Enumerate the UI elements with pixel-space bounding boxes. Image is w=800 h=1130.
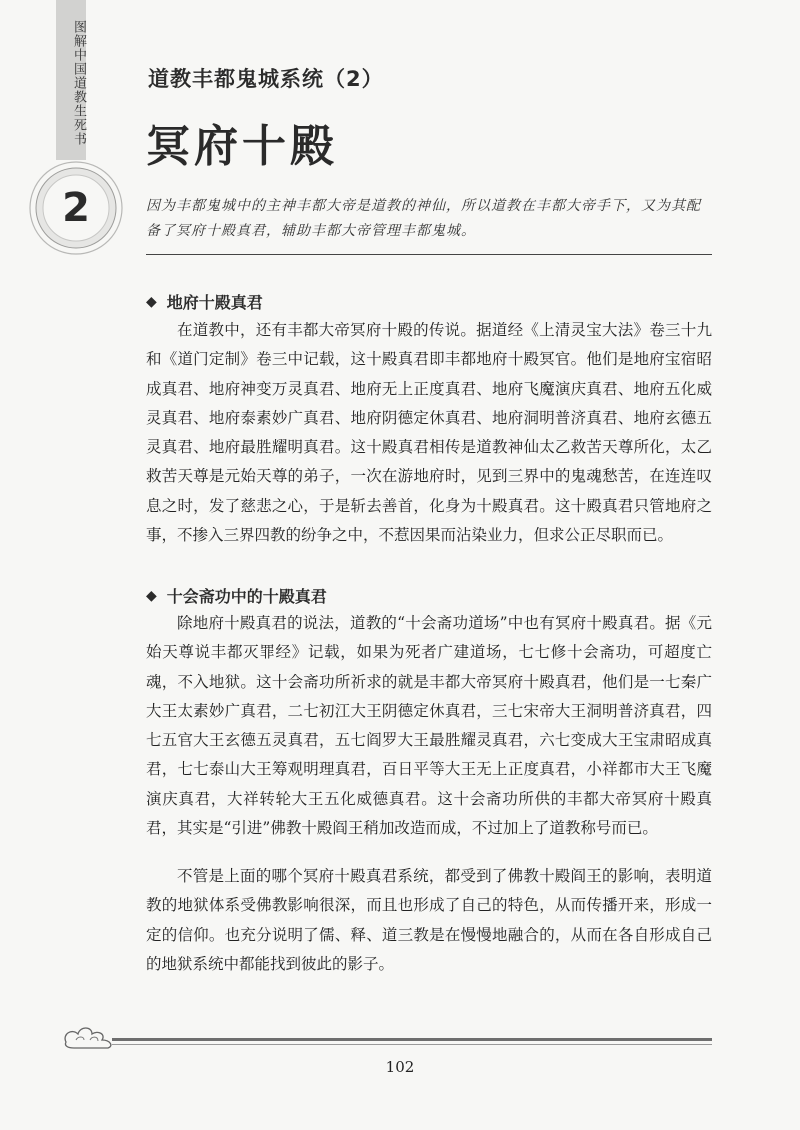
book-title-vertical: 图解中国道教生死书 bbox=[71, 20, 86, 146]
paragraph: 不管是上面的哪个冥府十殿真君系统，都受到了佛教十殿阎王的影响，表明道教的地狱体系受佛教影响很深，而且也形成了自己的特色，从而传播开来，形成一定的信仰。也充分说明了儒、释、道三教是在慢慢地融合的，从而在各自形成自己的地狱系统中都能找到彼此的影子。 bbox=[146, 867, 712, 973]
page-title: 冥府十殿 bbox=[146, 121, 338, 172]
diamond-icon: ◆ bbox=[146, 587, 157, 604]
section-heading bbox=[146, 290, 263, 313]
intro-text: 因为丰都鬼城中的主神丰都大帝是道教的神仙，所以道教在丰都大帝手下，又为其配备了冥府十殿真君，辅助丰都大帝管理丰都鬼城。 bbox=[146, 198, 701, 239]
paragraph: 除地府十殿真君的说法，道教的“十会斋功道场”中也有冥府十殿真君。据《元始天尊说丰都灭罪经》记载，如果为死者广建道场，七七修十会斋功，可超度亡魂，不入地狱。这十会斋功所祈求的就是丰都大帝冥府十殿真君，他们是一七秦广大王太素妙广真君，二七初江大王阴德定休真君，三七宋帝大王洞明普济真君，四七五官大王玄德五灵真君，五七阎罗大王最胜耀灵真君，六七变成大王宝肃昭成真君，七七泰山大王筹观明理真君，百日平等大王无上正度真君，小祥都市大王飞魔演庆真君，大祥转轮大王五化威德真君。这十会斋功所供的丰都大帝冥府十殿真君，其实是“引进”佛教十殿阎王稍加改造而成，不过加上了道教称号而已。 bbox=[146, 614, 712, 838]
page-number: 102 bbox=[385, 1058, 415, 1076]
paragraph: 在道教中，还有丰都大帝冥府十殿的传说。据道经《上清灵宝大法》卷三十九和《道门定制》卷三中记载，这十殿真君即丰都地府十殿冥官。他们是地府宝宿昭成真君、地府神变万灵真君、地府无上正度真君、地府飞魔演庆真君、地府五化威灵真君、地府泰素妙广真君、地府阴德定休真君、地府洞明普济真君、地府玄德五灵真君、地府最胜耀明真君。这十殿真君相传是道教神仙太乙救苦天尊所化，太乙救苦天尊是元始天尊的弟子，一次在游地府时，见到三界中的鬼魂愁苦，在连连叹息之时，发了慈悲之心，于是斩去善首，化身为十殿真君。这十殿真君只管地府之事，不掺入三界四教的纷争之中，不惹因果而沾染业力，但求公正尽职而已。 bbox=[146, 321, 712, 545]
page-subtitle: 道教丰都鬼城系统（2） bbox=[148, 67, 384, 91]
footer-rule bbox=[112, 1038, 712, 1041]
section-heading-text: 地府十殿真君 bbox=[166, 293, 263, 312]
divider bbox=[146, 254, 712, 255]
cloud-ornament-icon bbox=[60, 1020, 120, 1054]
section-heading bbox=[146, 584, 327, 607]
diamond-icon: ◆ bbox=[146, 293, 157, 310]
chapter-number: 2 bbox=[62, 185, 90, 231]
footer-rule-thin bbox=[112, 1044, 712, 1045]
section-heading-text: 十会斋功中的十殿真君 bbox=[166, 587, 327, 606]
